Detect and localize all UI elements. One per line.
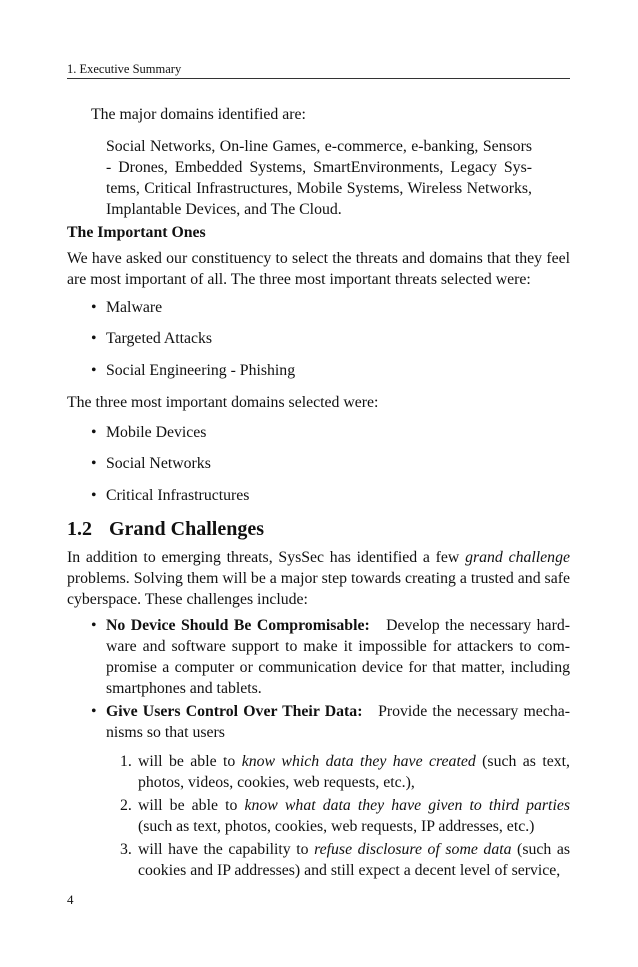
running-header: 1. Executive Summary bbox=[67, 61, 570, 79]
threat-label: Malware bbox=[106, 299, 163, 316]
numbered-item: 3. will have the capability to refuse disclosure of some data (such as cookies and IP addresses) and still expect a decent level of service, bbox=[120, 841, 570, 879]
threat-label: Social Engineering - Phishing bbox=[106, 362, 296, 379]
section-number: 1.2 bbox=[67, 518, 92, 540]
section-heading bbox=[67, 517, 264, 541]
item-number: 2. bbox=[120, 797, 132, 814]
important-intro: We have asked our constituency to select the threats and domains that they feel are most important of all. The three most important threats selected were: bbox=[67, 250, 570, 288]
challenge-text: No Device Should Be Compromisable: Develop the necessary hard-ware and software support to make it impossible for attackers to com-promise a computer or communication device for that matter, including smartphones and tablets. bbox=[106, 617, 570, 697]
bullet-icon: • bbox=[91, 617, 97, 634]
section-title: Grand Challenges bbox=[109, 518, 265, 540]
challenge-text: Give Users Control Over Their Data: Provide the necessary mecha-nisms so that users bbox=[106, 703, 570, 741]
bullet-icon: • bbox=[91, 703, 97, 720]
domain-label: Mobile Devices bbox=[106, 424, 207, 441]
bullet-icon: • bbox=[91, 424, 97, 441]
document-page bbox=[67, 0, 570, 967]
domain-label: Critical Infrastructures bbox=[106, 487, 250, 504]
bullet-icon: • bbox=[91, 330, 97, 347]
numbered-item: 2. will be able to know what data they have given to third parties (such as text, photos, cookies, web requests, IP addresses, etc.) bbox=[120, 797, 570, 835]
important-heading: The Important Ones bbox=[67, 224, 206, 241]
important-domains-intro: The three most important domains selected were: bbox=[67, 394, 379, 411]
numbered-item: 1. will be able to know which data they have created (such as text, photos, videos, cookies, web requests, etc.), bbox=[120, 753, 570, 791]
page-number: 4 bbox=[67, 892, 74, 907]
section-intro: In addition to emerging threats, SysSec has identified a few grand challenge problems. Solving them will be a major step towards creating a trusted and safe cyberspace. These challenges include: bbox=[67, 549, 570, 608]
bullet-icon: • bbox=[91, 455, 97, 472]
item-number: 3. bbox=[120, 841, 132, 858]
domain-label: Social Networks bbox=[106, 455, 211, 472]
bullet-icon: • bbox=[91, 362, 97, 379]
domains-list: Social Networks, On-line Games, e-commerce, e-banking, Sensors - Drones, Embedded Systems, SmartEnvironments, Legacy Sys-tems, Critical Infrastructures, Mobile Systems, Wireless Networks, Implantable Devices, and The Cloud. bbox=[106, 138, 532, 218]
bullet-icon: • bbox=[91, 299, 97, 316]
threat-label: Targeted Attacks bbox=[106, 330, 213, 347]
item-number: 1. bbox=[120, 753, 132, 770]
domains-intro: The major domains identified are: bbox=[91, 106, 306, 123]
bullet-icon: • bbox=[91, 487, 97, 504]
